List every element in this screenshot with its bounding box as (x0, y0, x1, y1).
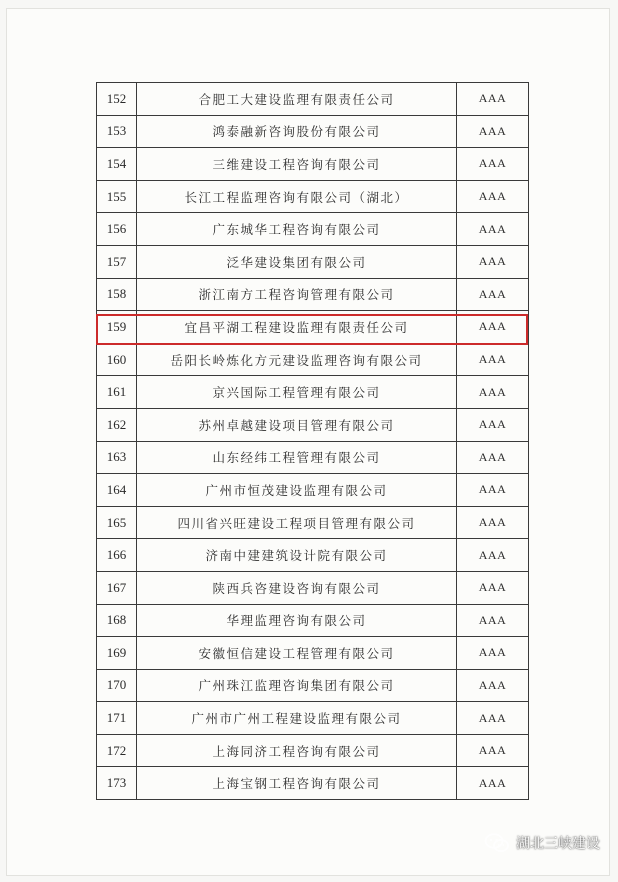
company-name: 广州珠江监理咨询集团有限公司 (137, 669, 457, 702)
company-name: 广州市广州工程建设监理有限公司 (137, 702, 457, 735)
row-number: 166 (97, 539, 137, 572)
company-name: 华理监理咨询有限公司 (137, 604, 457, 637)
table-body (97, 83, 529, 800)
row-number: 165 (97, 506, 137, 539)
credit-grade: AAA (457, 83, 529, 116)
row-number: 155 (97, 180, 137, 213)
credit-grade: AAA (457, 213, 529, 246)
company-name: 岳阳长岭炼化方元建设监理咨询有限公司 (137, 343, 457, 376)
table-row (97, 343, 529, 376)
table-row (97, 83, 529, 116)
company-name: 安徽恒信建设工程管理有限公司 (137, 637, 457, 670)
row-number: 161 (97, 376, 137, 409)
company-name: 苏州卓越建设项目管理有限公司 (137, 408, 457, 441)
credit-grade: AAA (457, 180, 529, 213)
credit-grade: AAA (457, 343, 529, 376)
table-row (97, 148, 529, 181)
company-name: 三维建设工程咨询有限公司 (137, 148, 457, 181)
row-number: 163 (97, 441, 137, 474)
company-name: 京兴国际工程管理有限公司 (137, 376, 457, 409)
row-number: 169 (97, 637, 137, 670)
row-number: 152 (97, 83, 137, 116)
row-number: 154 (97, 148, 137, 181)
credit-grade: AAA (457, 115, 529, 148)
credit-grade: AAA (457, 278, 529, 311)
row-number: 173 (97, 767, 137, 800)
company-name: 四川省兴旺建设工程项目管理有限公司 (137, 506, 457, 539)
row-number: 172 (97, 734, 137, 767)
company-rating-table (96, 82, 529, 800)
credit-grade: AAA (457, 408, 529, 441)
table-row (97, 376, 529, 409)
watermark (484, 832, 600, 854)
row-number: 153 (97, 115, 137, 148)
table-row (97, 311, 529, 344)
credit-grade: AAA (457, 539, 529, 572)
table-row (97, 474, 529, 507)
company-name: 广州市恒茂建设监理有限公司 (137, 474, 457, 507)
company-name: 广东城华工程咨询有限公司 (137, 213, 457, 246)
credit-grade: AAA (457, 245, 529, 278)
company-name: 上海宝钢工程咨询有限公司 (137, 767, 457, 800)
company-name: 山东经纬工程管理有限公司 (137, 441, 457, 474)
row-number: 170 (97, 669, 137, 702)
credit-grade: AAA (457, 637, 529, 670)
credit-grade: AAA (457, 148, 529, 181)
credit-grade: AAA (457, 767, 529, 800)
credit-grade: AAA (457, 311, 529, 344)
table-row (97, 441, 529, 474)
row-number: 167 (97, 571, 137, 604)
table-row (97, 669, 529, 702)
table-row (97, 506, 529, 539)
company-name: 鸿泰融新咨询股份有限公司 (137, 115, 457, 148)
company-name: 宜昌平湖工程建设监理有限责任公司 (137, 311, 457, 344)
company-name: 陕西兵咨建设咨询有限公司 (137, 571, 457, 604)
company-name: 济南中建建筑设计院有限公司 (137, 539, 457, 572)
table-row (97, 245, 529, 278)
table-row (97, 213, 529, 246)
table-row (97, 702, 529, 735)
credit-grade: AAA (457, 376, 529, 409)
table-row (97, 180, 529, 213)
table-row (97, 408, 529, 441)
row-number: 164 (97, 474, 137, 507)
row-number: 157 (97, 245, 137, 278)
company-name: 泛华建设集团有限公司 (137, 245, 457, 278)
company-name: 浙江南方工程咨询管理有限公司 (137, 278, 457, 311)
row-number: 158 (97, 278, 137, 311)
credit-grade: AAA (457, 669, 529, 702)
table-row (97, 539, 529, 572)
credit-grade: AAA (457, 506, 529, 539)
row-number: 159 (97, 311, 137, 344)
company-name: 长江工程监理咨询有限公司（湖北） (137, 180, 457, 213)
table-row (97, 637, 529, 670)
watermark-text: 湖北三峡建设 (516, 836, 600, 852)
table-row (97, 734, 529, 767)
row-number: 171 (97, 702, 137, 735)
row-number: 162 (97, 408, 137, 441)
table-row (97, 767, 529, 800)
wechat-logo-icon (484, 832, 510, 854)
table-row (97, 604, 529, 637)
row-number: 168 (97, 604, 137, 637)
credit-grade: AAA (457, 604, 529, 637)
row-number: 160 (97, 343, 137, 376)
credit-grade: AAA (457, 474, 529, 507)
credit-grade: AAA (457, 441, 529, 474)
table-row (97, 115, 529, 148)
row-number: 156 (97, 213, 137, 246)
company-name: 合肥工大建设监理有限责任公司 (137, 83, 457, 116)
table-row (97, 278, 529, 311)
credit-grade: AAA (457, 702, 529, 735)
company-name: 上海同济工程咨询有限公司 (137, 734, 457, 767)
table-row (97, 571, 529, 604)
credit-grade: AAA (457, 734, 529, 767)
credit-grade: AAA (457, 571, 529, 604)
